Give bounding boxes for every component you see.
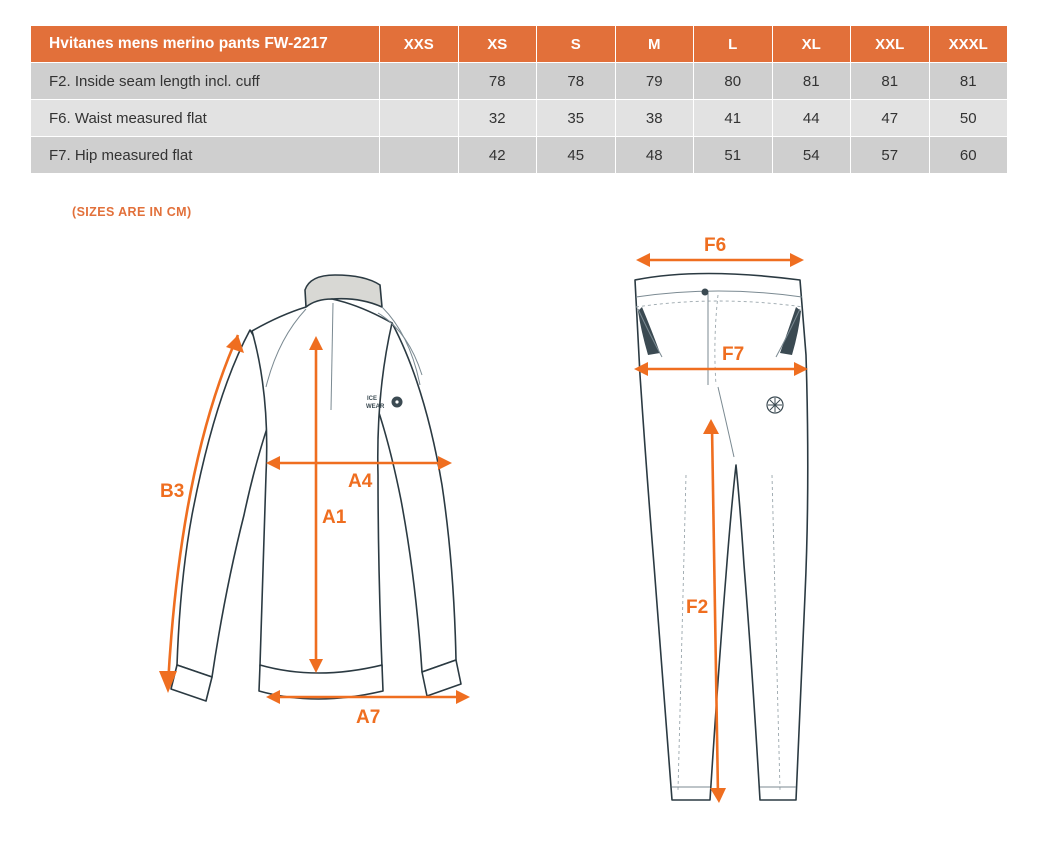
dimension-label-a7: A7 [356,707,381,728]
measurement-value: 32 [458,100,537,137]
measurement-value: 78 [537,63,616,100]
table-row [31,137,1008,174]
dimension-label-f7: F7 [722,344,745,365]
measurement-label: F6. Waist measured flat [31,100,380,137]
measurement-value: 42 [458,137,537,174]
size-column-xl: XL [772,26,851,63]
size-table-header [31,26,1008,63]
table-row [31,63,1008,100]
dimension-a7 [266,690,470,728]
dimension-label-a4: A4 [348,471,373,492]
measurement-value: 38 [615,100,694,137]
table-header-row [31,26,1008,63]
bottom-garment-figure [600,235,900,835]
size-column-xs: XS [458,26,537,63]
size-column-s: S [537,26,616,63]
dimension-label-f6: F6 [704,235,727,256]
measurement-value: 81 [929,63,1008,100]
measurement-value: 54 [772,137,851,174]
size-column-m: M [615,26,694,63]
measurement-value: 51 [694,137,773,174]
svg-text:ICE: ICE [367,396,378,402]
dimension-label-b3: B3 [160,481,185,502]
measurement-value: 48 [615,137,694,174]
measurement-value: 81 [851,63,930,100]
measurement-label: F2. Inside seam length incl. cuff [31,63,380,100]
measurement-value: 47 [851,100,930,137]
body-shape [252,299,392,694]
size-table-container [30,25,1008,174]
size-column-xxs: XXS [380,26,459,63]
size-column-l: L [694,26,773,63]
measurement-value: 41 [694,100,773,137]
dimension-f6 [636,235,804,267]
measurement-label: F7. Hip measured flat [31,137,380,174]
waist-button-icon [702,289,709,296]
measurement-value: 44 [772,100,851,137]
dimension-label-f2: F2 [686,597,709,618]
measurement-value: 80 [694,63,773,100]
measurement-value: 60 [929,137,1008,174]
measurement-value: 50 [929,100,1008,137]
size-column-xxl: XXL [851,26,930,63]
measurement-value: 57 [851,137,930,174]
measurement-value: 79 [615,63,694,100]
measurement-value [380,63,459,100]
measurement-value: 78 [458,63,537,100]
measurement-value: 81 [772,63,851,100]
dimension-label-a1: A1 [322,507,347,528]
measurement-value: 35 [537,100,616,137]
units-note: (SIZES ARE IN CM) [72,205,192,219]
measurement-value [380,100,459,137]
size-column-xxxl: XXXL [929,26,1008,63]
size-table [30,25,1008,174]
top-garment-figure [120,235,500,835]
measurement-value [380,137,459,174]
table-title-cell: Hvitanes mens merino pants FW-2217 [31,26,380,63]
svg-text:WEAR: WEAR [366,404,385,410]
table-row [31,100,1008,137]
measurement-value: 45 [537,137,616,174]
figures-container [0,235,1038,845]
size-table-body [31,63,1008,174]
snowflake-logo-icon [767,397,783,413]
